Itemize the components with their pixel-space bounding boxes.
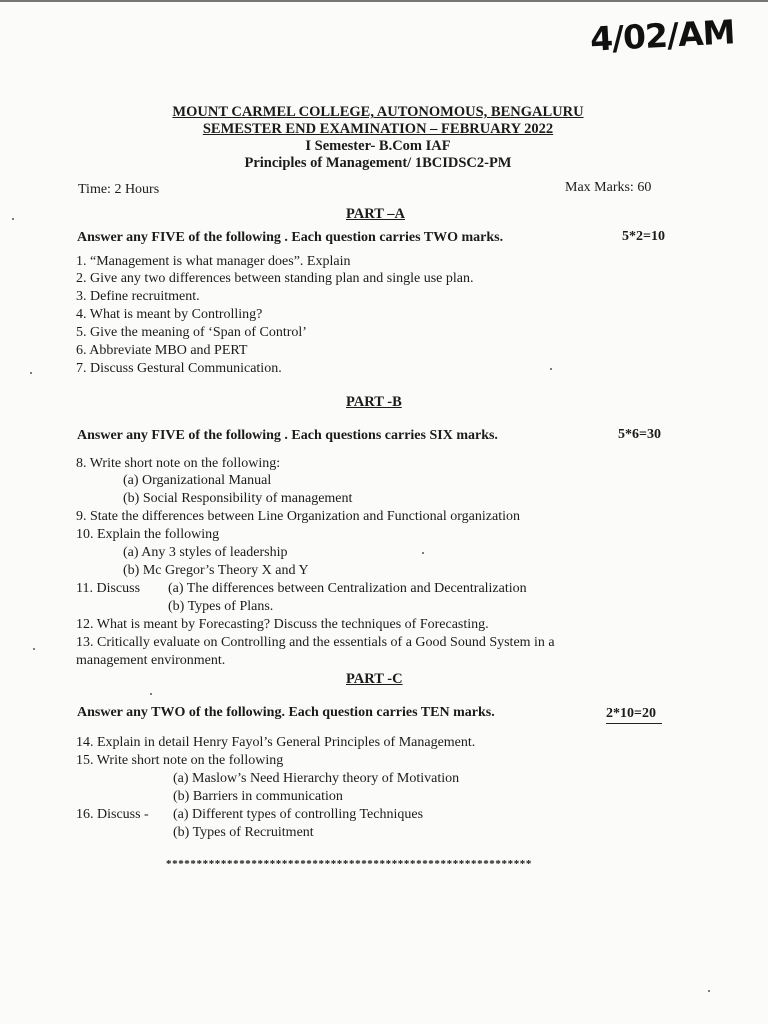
- end-of-paper-stars: ************************************************************: [166, 858, 532, 870]
- question-2: 2. Give any two differences between standing plan and single use plan.: [76, 271, 474, 286]
- question-16a: (a) Different types of controlling Techniques: [173, 807, 424, 822]
- max-marks-label: Max Marks: 60: [565, 180, 652, 195]
- question-1: 1. “Management is what manager does”. Explain: [76, 254, 351, 269]
- question-11: 11. Discuss: [76, 581, 141, 596]
- scan-speck: [30, 372, 32, 374]
- part-c-heading: PART -C: [346, 671, 403, 687]
- part-b-heading: PART -B: [346, 394, 402, 410]
- question-8b: (b) Social Responsibility of management: [123, 491, 353, 506]
- part-a-marks: 5*2=10: [622, 229, 665, 244]
- part-a-instruction: Answer any FIVE of the following . Each question carries TWO marks.: [77, 230, 504, 245]
- question-8: 8. Write short note on the following:: [76, 456, 281, 471]
- scan-speck: [550, 368, 552, 370]
- question-7: 7. Discuss Gestural Communication.: [76, 361, 282, 376]
- question-13-continued: management environment.: [76, 653, 226, 668]
- question-10b: (b) Mc Gregor’s Theory X and Y: [123, 563, 309, 578]
- question-10: 10. Explain the following: [76, 527, 220, 542]
- subject-line: Principles of Management/ 1BCIDSC2-PM: [244, 155, 512, 171]
- question-13: 13. Critically evaluate on Controlling and the essentials of a Good Sound System in a: [76, 635, 555, 650]
- handwritten-annotation: 4/02/AM: [589, 12, 736, 59]
- question-8a: (a) Organizational Manual: [123, 473, 272, 488]
- question-15: 15. Write short note on the following: [76, 753, 284, 768]
- question-16b: (b) Types of Recruitment: [173, 825, 314, 840]
- college-name: MOUNT CARMEL COLLEGE, AUTONOMOUS, BENGALURU: [172, 104, 584, 120]
- time-label: Time: 2 Hours: [78, 182, 160, 197]
- question-14: 14. Explain in detail Henry Fayol’s General Principles of Management.: [76, 735, 476, 750]
- scan-speck: [33, 648, 35, 650]
- part-c-marks: 2*10=20: [606, 706, 662, 724]
- scan-speck: [422, 552, 424, 554]
- question-11a: (a) The differences between Centralization and Decentralization: [168, 581, 527, 596]
- question-15a: (a) Maslow’s Need Hierarchy theory of Motivation: [173, 771, 460, 786]
- part-c-instruction: Answer any TWO of the following. Each question carries TEN marks.: [77, 705, 495, 720]
- question-5: 5. Give the meaning of ‘Span of Control’: [76, 325, 307, 340]
- part-b-marks: 5*6=30: [618, 427, 661, 442]
- scan-speck: [150, 693, 152, 695]
- scan-edge: [0, 0, 768, 2]
- question-6: 6. Abbreviate MBO and PERT: [76, 343, 248, 358]
- part-b-instruction: Answer any FIVE of the following . Each questions carries SIX marks.: [77, 428, 498, 443]
- question-11b: (b) Types of Plans.: [168, 599, 274, 614]
- question-15b: (b) Barriers in communication: [173, 789, 343, 804]
- question-4: 4. What is meant by Controlling?: [76, 307, 263, 322]
- question-9: 9. State the differences between Line Organization and Functional organization: [76, 509, 520, 524]
- question-10a: (a) Any 3 styles of leadership: [123, 545, 288, 560]
- scan-speck: [12, 218, 14, 220]
- semester-line: I Semester- B.Com IAF: [305, 138, 451, 154]
- question-12: 12. What is meant by Forecasting? Discuss the techniques of Forecasting.: [76, 617, 489, 632]
- exam-title: SEMESTER END EXAMINATION – FEBRUARY 2022: [202, 121, 554, 137]
- question-3: 3. Define recruitment.: [76, 289, 200, 304]
- part-a-heading: PART –A: [346, 206, 405, 222]
- scan-speck: [708, 990, 710, 992]
- question-16: 16. Discuss -: [76, 807, 149, 822]
